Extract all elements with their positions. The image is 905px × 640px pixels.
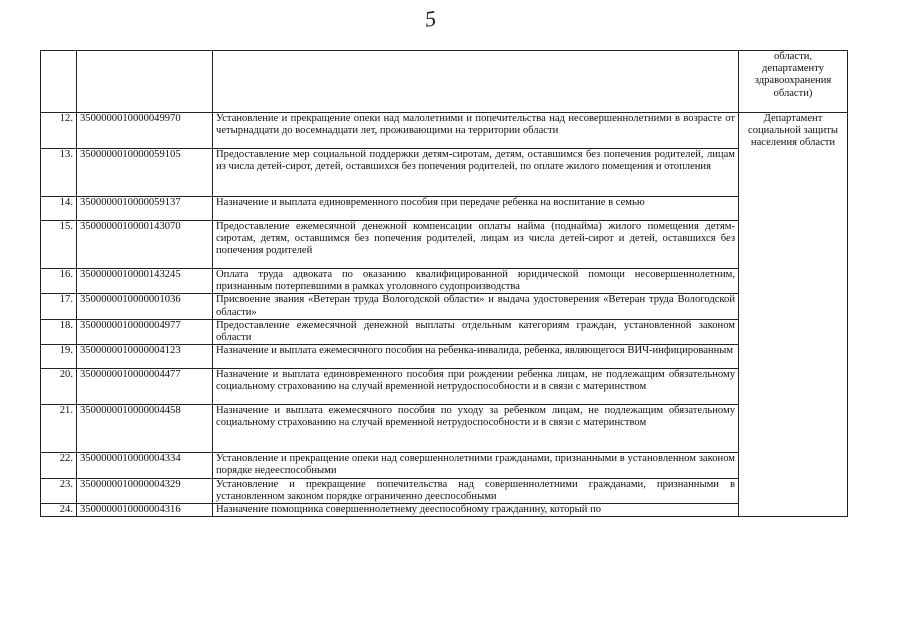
service-name: Предоставление ежемесячной денежной компенсации оплаты найма (поднайма) жилого помещения детям-сиротам, детям, оставшимся без попечения родителей, лицам из числа детей-сирот и детей, оставшихся без попечения родителей: [213, 221, 739, 269]
row-number: 22.: [41, 453, 77, 478]
table-row: [41, 504, 848, 517]
service-code: 3500000010000004977: [77, 319, 213, 344]
table-row: [41, 478, 848, 503]
table-row: [41, 149, 848, 197]
service-name: Присвоение звания «Ветеран труда Вологодской области» и выдача удостоверения «Ветеран труда Вологодской области»: [213, 294, 739, 319]
table-row: [41, 405, 848, 453]
row-number: 15.: [41, 221, 77, 269]
service-name: Назначение помощника совершеннолетнему дееспособному гражданину, который по: [213, 504, 739, 517]
table-row: [41, 221, 848, 269]
service-code: [77, 51, 213, 113]
service-code: 3500000010000004458: [77, 405, 213, 453]
table-row: [41, 51, 848, 113]
row-number: 24.: [41, 504, 77, 517]
row-number: [41, 51, 77, 113]
service-code: 3500000010000001036: [77, 294, 213, 319]
service-code: 3500000010000004316: [77, 504, 213, 517]
row-number: 18.: [41, 319, 77, 344]
row-number: 13.: [41, 149, 77, 197]
service-name: Назначение и выплата ежемесячного пособия на ребенка-инвалида, ребенка, являющегося ВИЧ-инфицированным: [213, 345, 739, 369]
service-code: 3500000010000143245: [77, 269, 213, 294]
row-number: 21.: [41, 405, 77, 453]
table-row: [41, 453, 848, 478]
table-row: [41, 345, 848, 369]
service-name: Установление и прекращение попечительства над совершеннолетними гражданами, признанными в установленном законом порядке ограниченно дееспособными: [213, 478, 739, 503]
service-name: Установление и прекращение опеки над малолетними и попечительства над несовершеннолетними в возрасте от четырнадцати до восемнадцати лет, проживающими на территории области: [213, 113, 739, 149]
service-code: 3500000010000059105: [77, 149, 213, 197]
row-number: 23.: [41, 478, 77, 503]
service-code: 3500000010000004334: [77, 453, 213, 478]
service-code: 3500000010000143070: [77, 221, 213, 269]
service-name: Предоставление мер социальной поддержки детям-сиротам, детям, оставшимся без попечения родителей, лицам из числа детей-сирот, детей, оставшихся без попечения родителей, по оплате жилого помещения и отопления: [213, 149, 739, 197]
service-code: 3500000010000004123: [77, 345, 213, 369]
department-cell: Департамент социальной защиты населения области: [739, 113, 848, 517]
service-name: [213, 51, 739, 113]
table-row: [41, 269, 848, 294]
services-table: [40, 50, 848, 517]
page-number-mark: 5: [423, 5, 438, 32]
service-code: 3500000010000059137: [77, 197, 213, 221]
row-number: 19.: [41, 345, 77, 369]
service-code: 3500000010000004477: [77, 369, 213, 405]
row-number: 20.: [41, 369, 77, 405]
service-name: Оплата труда адвоката по оказанию квалифицированной юридической помощи несовершеннолетним, признанным потерпевшими в рамках уголовного судопроизводства: [213, 269, 739, 294]
service-name: Назначение и выплата единовременного пособия при передаче ребенка на воспитание в семью: [213, 197, 739, 221]
row-number: 12.: [41, 113, 77, 149]
services-table-body: [41, 51, 848, 517]
service-name: Установление и прекращение опеки над совершеннолетними гражданами, признанными в установленном законом порядке недееспособными: [213, 453, 739, 478]
row-number: 16.: [41, 269, 77, 294]
service-name: Предоставление ежемесячной денежной выплаты отдельным категориям граждан, установленной законом области: [213, 319, 739, 344]
service-code: 3500000010000049970: [77, 113, 213, 149]
table-row: [41, 319, 848, 344]
table-row: [41, 294, 848, 319]
service-code: 3500000010000004329: [77, 478, 213, 503]
table-row: [41, 369, 848, 405]
table-row: [41, 197, 848, 221]
service-name: Назначение и выплата ежемесячного пособия по уходу за ребенком лицам, не подлежащим обязательному социальному страхованию на случай временной нетрудоспособности и в связи с материнством: [213, 405, 739, 453]
row-number: 17.: [41, 294, 77, 319]
department-cell: области, департаменту здравоохранения области): [739, 51, 848, 113]
service-name: Назначение и выплата единовременного пособия при рождении ребенка лицам, не подлежащим обязательному социальному страхованию на случай временной нетрудоспособности и в связи с материнством: [213, 369, 739, 405]
row-number: 14.: [41, 197, 77, 221]
table-row: [41, 113, 848, 149]
